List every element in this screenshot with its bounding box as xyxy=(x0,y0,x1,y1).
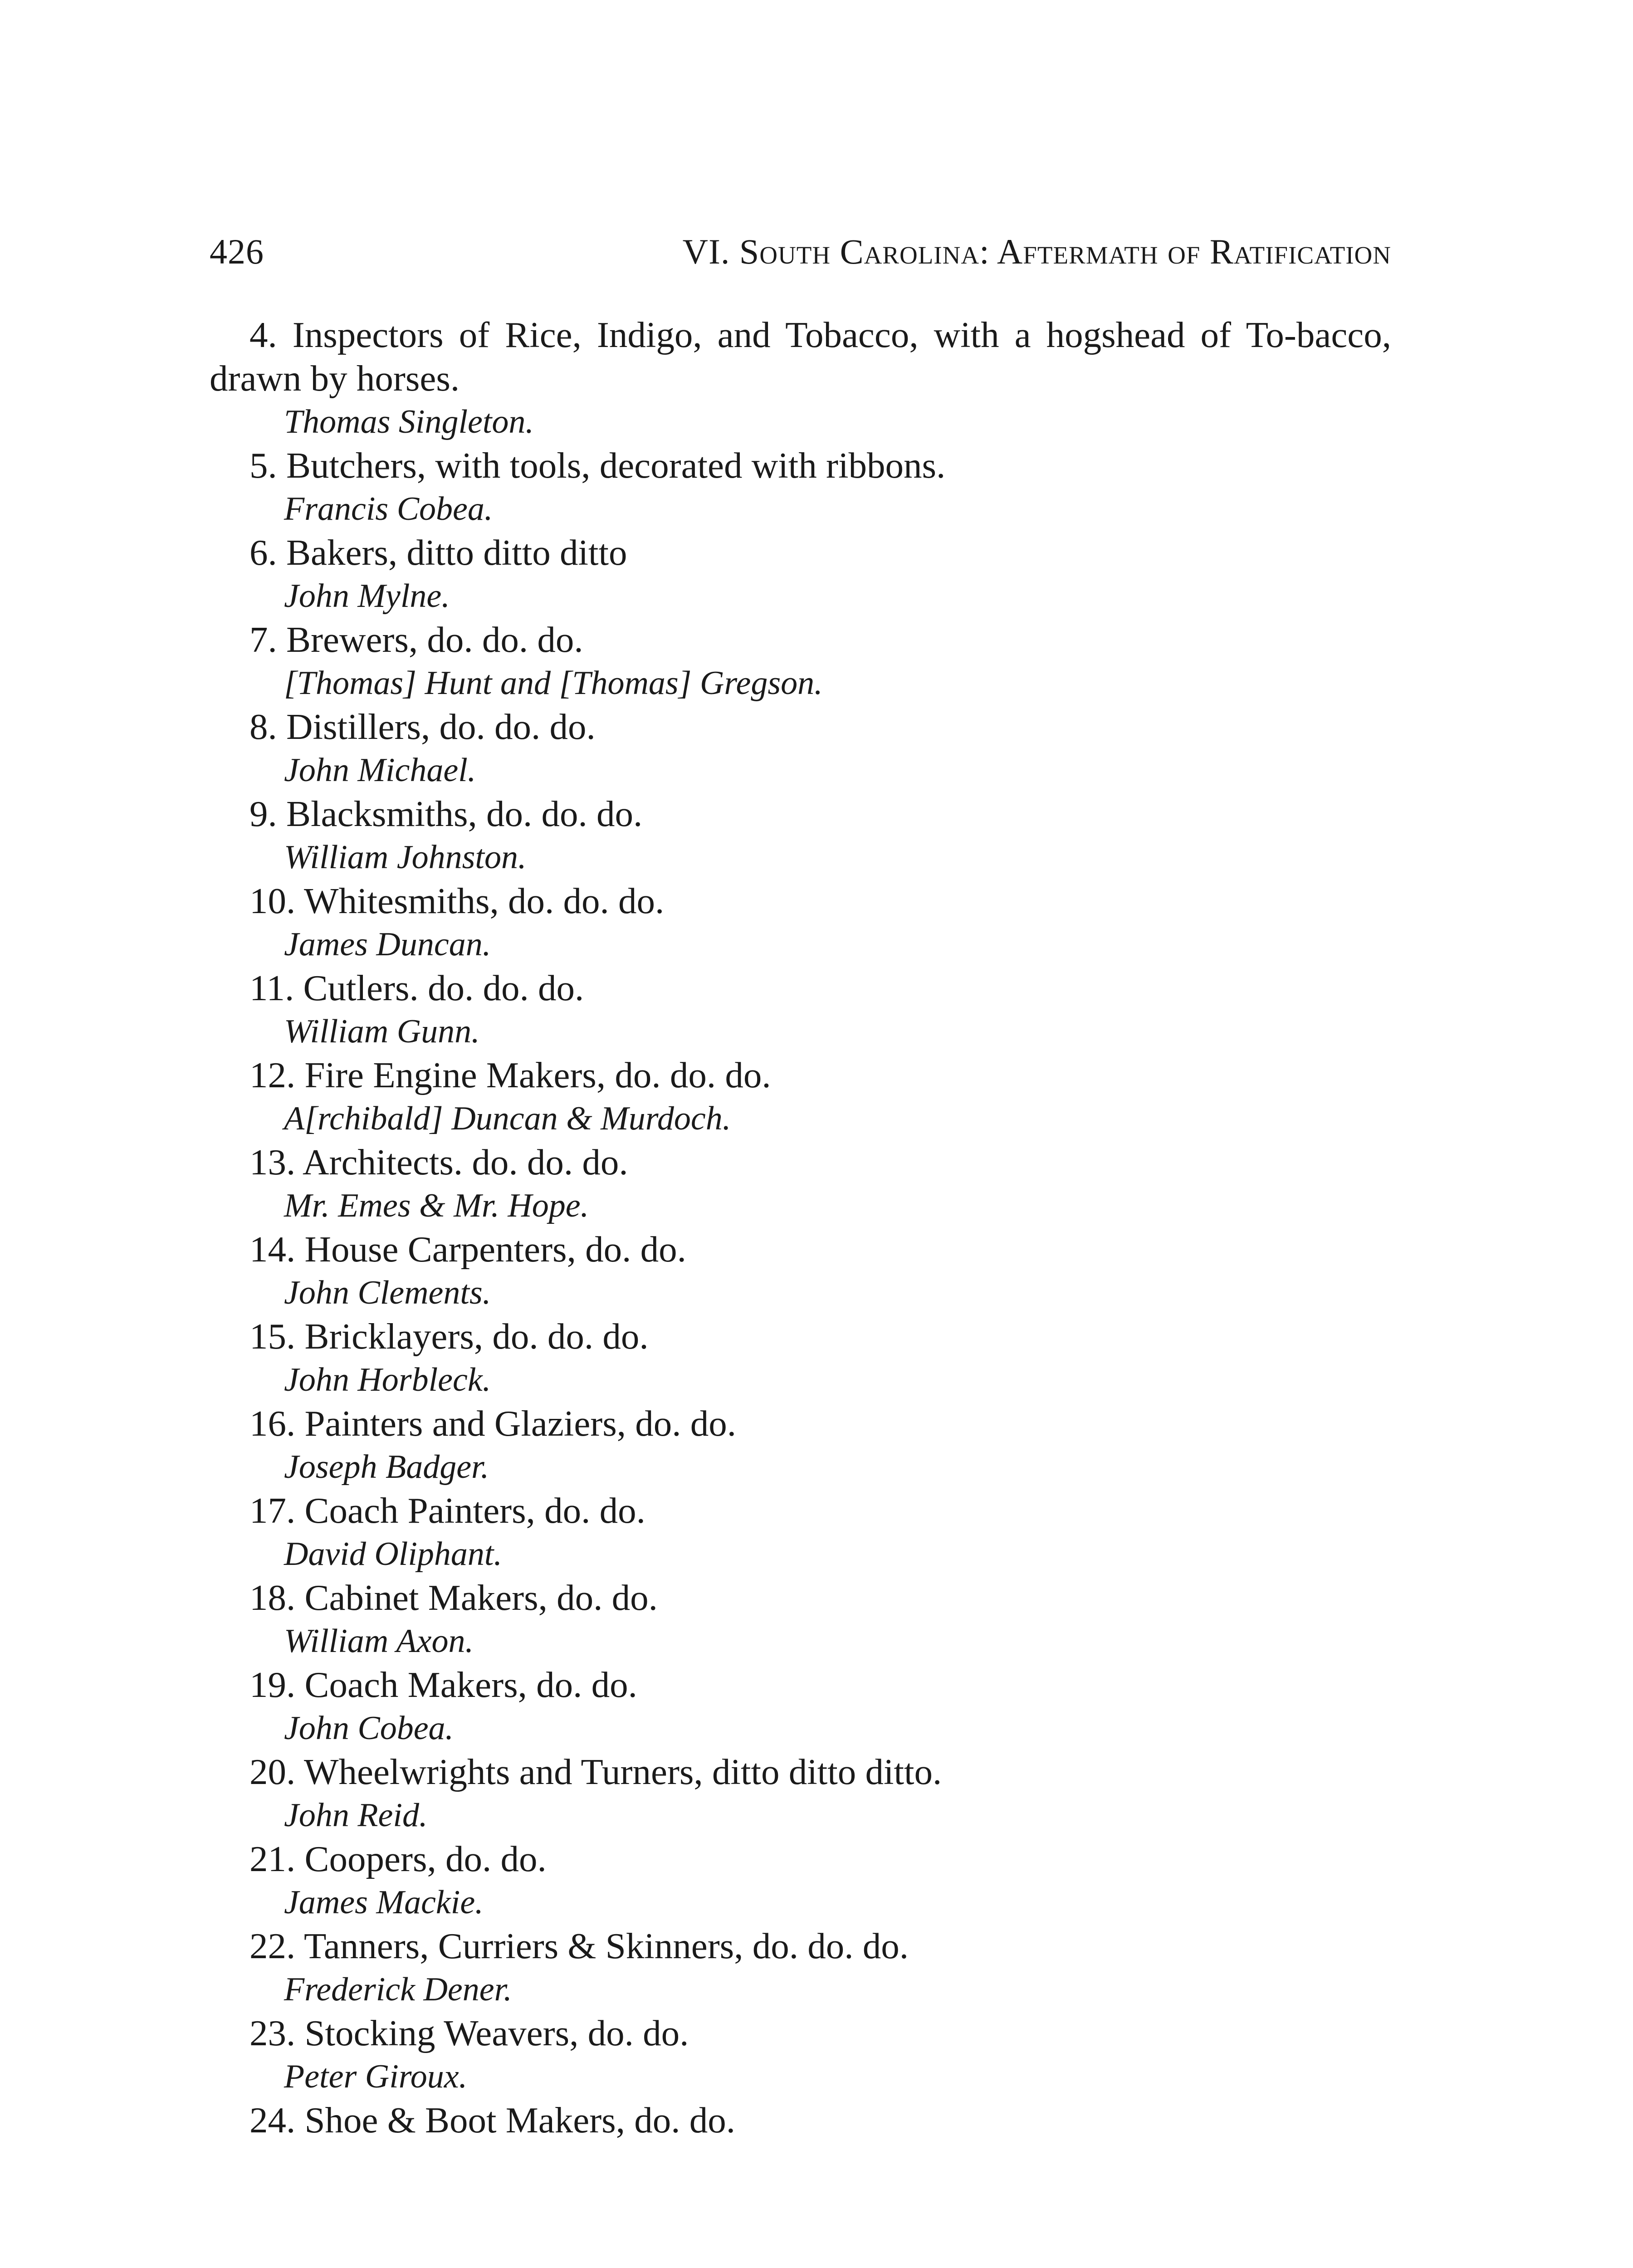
entry-name: James Duncan. xyxy=(284,926,491,963)
entry-text: 6. Bakers, ditto ditto ditto xyxy=(249,532,627,573)
entry-text: 10. Whitesmiths, do. do. do. xyxy=(249,880,665,921)
entry-text: 19. Coach Makers, do. do. xyxy=(249,1664,637,1705)
list-item xyxy=(210,792,1391,879)
list-item xyxy=(210,705,1391,792)
entry-name: Frederick Dener. xyxy=(284,1971,512,2008)
entry-text: 12. Fire Engine Makers, do. do. do. xyxy=(249,1055,771,1095)
entry-name: John Reid. xyxy=(284,1797,428,1834)
list-item xyxy=(210,1837,1391,1924)
list-item xyxy=(210,1315,1391,1402)
entry-name: John Horbleck. xyxy=(284,1361,491,1398)
entry-text: 5. Butchers, with tools, decorated with ribbons. xyxy=(249,445,946,486)
entry-text: 17. Coach Painters, do. do. xyxy=(249,1490,645,1531)
entry-name: [Thomas] Hunt and [Thomas] Gregson. xyxy=(284,665,823,702)
page-number: 426 xyxy=(210,232,264,271)
entry-name: John Michael. xyxy=(284,752,476,789)
entry-name: William Johnston. xyxy=(284,839,527,876)
list-item xyxy=(210,2011,1391,2098)
list-item xyxy=(210,1227,1391,1315)
entry-text: 23. Stocking Weavers, do. do. xyxy=(249,2013,689,2053)
entry-name: William Gunn. xyxy=(284,1013,480,1050)
entry-name: John Cobea. xyxy=(284,1710,454,1747)
list-item xyxy=(210,2098,1391,2142)
running-head-title: VI. South Carolina: Aftermath of Ratification xyxy=(682,232,1391,271)
entry-text: 18. Cabinet Makers, do. do. xyxy=(249,1577,658,1618)
procession-list xyxy=(210,313,1391,2142)
entry-text: 8. Distillers, do. do. do. xyxy=(249,706,596,747)
list-item xyxy=(210,1924,1391,2011)
list-item xyxy=(210,444,1391,531)
entry-name: A[rchibald] Duncan & Murdoch. xyxy=(284,1100,731,1137)
entry-text: 14. House Carpenters, do. do. xyxy=(249,1229,686,1270)
list-item xyxy=(210,1489,1391,1576)
entry-name: Peter Giroux. xyxy=(284,2058,468,2095)
entry-text: 16. Painters and Glaziers, do. do. xyxy=(249,1403,737,1444)
entry-text: 13. Architects. do. do. do. xyxy=(249,1142,628,1183)
list-item xyxy=(210,966,1391,1053)
entry-name: Thomas Singleton. xyxy=(284,403,534,440)
entry-text: 24. Shoe & Boot Makers, do. do. xyxy=(249,2100,735,2141)
entry-text: 9. Blacksmiths, do. do. do. xyxy=(249,793,643,834)
entry-text: 20. Wheelwrights and Turners, ditto ditto ditto. xyxy=(249,1751,942,1792)
list-item xyxy=(210,1750,1391,1837)
entry-text: 4. Inspectors of Rice, Indigo, and Tobacco, with a hogshead of To-bacco, drawn by horses. xyxy=(210,314,1391,399)
entry-name: Joseph Badger. xyxy=(284,1448,489,1486)
list-item xyxy=(210,531,1391,618)
entry-text: 22. Tanners, Curriers & Skinners, do. do. do. xyxy=(249,1926,909,1966)
entry-text: 7. Brewers, do. do. do. xyxy=(249,619,583,660)
entry-name: John Clements. xyxy=(284,1274,491,1311)
list-item xyxy=(210,618,1391,705)
list-item xyxy=(210,1663,1391,1750)
entry-name: John Mylne. xyxy=(284,577,450,615)
entry-name: James Mackie. xyxy=(284,1884,484,1921)
running-head xyxy=(210,227,1391,277)
list-item xyxy=(210,1053,1391,1140)
entry-text: 15. Bricklayers, do. do. do. xyxy=(249,1316,649,1357)
entry-name: William Axon. xyxy=(284,1623,474,1660)
list-item xyxy=(210,879,1391,966)
entry-name: Mr. Emes & Mr. Hope. xyxy=(284,1187,589,1224)
list-item xyxy=(210,1576,1391,1663)
entry-text: 21. Coopers, do. do. xyxy=(249,1838,547,1879)
entry-name: Francis Cobea. xyxy=(284,490,493,528)
list-item xyxy=(210,1402,1391,1489)
entry-text: 11. Cutlers. do. do. do. xyxy=(249,968,584,1008)
entry-name: David Oliphant. xyxy=(284,1535,502,1573)
list-item xyxy=(210,313,1391,444)
list-item xyxy=(210,1140,1391,1227)
